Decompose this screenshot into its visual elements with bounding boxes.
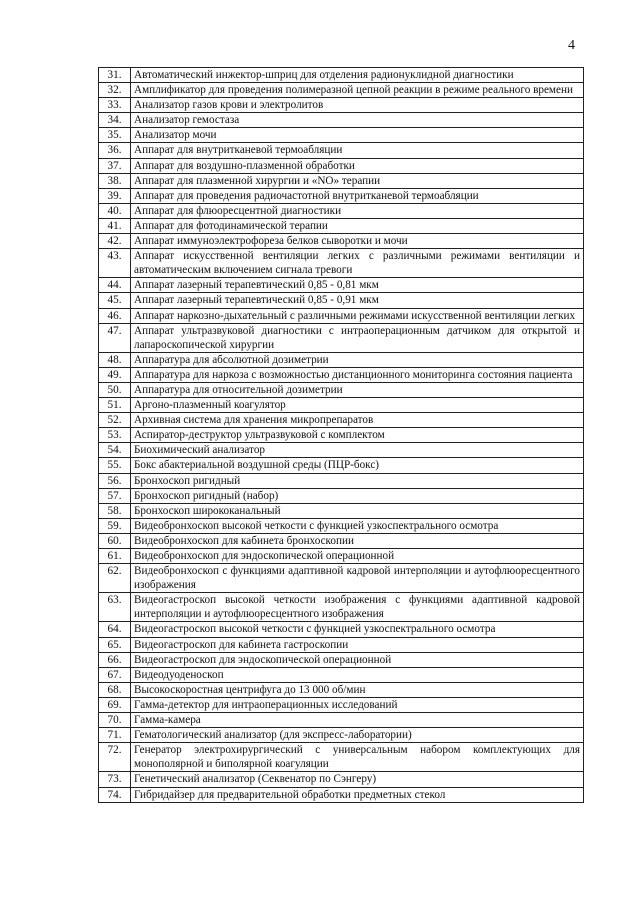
table-row bbox=[99, 249, 584, 278]
equipment-name: Анализатор гемостаза bbox=[131, 113, 584, 128]
row-number: 74. bbox=[99, 787, 131, 802]
row-number: 38. bbox=[99, 173, 131, 188]
table-row bbox=[99, 203, 584, 218]
row-number: 45. bbox=[99, 293, 131, 308]
table-row bbox=[99, 637, 584, 652]
row-number: 33. bbox=[99, 98, 131, 113]
table-row bbox=[99, 398, 584, 413]
row-number: 54. bbox=[99, 443, 131, 458]
row-number: 73. bbox=[99, 772, 131, 787]
table-row bbox=[99, 533, 584, 548]
equipment-name: Аргоно-плазменный коагулятор bbox=[131, 398, 584, 413]
table-row bbox=[99, 98, 584, 113]
equipment-name: Генетический анализатор (Секвенатор по Сэнгеру) bbox=[131, 772, 584, 787]
table-row bbox=[99, 593, 584, 622]
equipment-name: Аппаратура для относительной дозиметрии bbox=[131, 382, 584, 397]
equipment-name: Амплификатор для проведения полимеразной цепной реакции в режиме реального времени bbox=[131, 83, 584, 98]
equipment-name: Аппарат для внутритканевой термоабляции bbox=[131, 143, 584, 158]
table-row bbox=[99, 367, 584, 382]
row-number: 36. bbox=[99, 143, 131, 158]
row-number: 51. bbox=[99, 398, 131, 413]
equipment-name: Аппарат наркозно-дыхательный с различными режимами искусственной вентиляции легких bbox=[131, 308, 584, 323]
equipment-name: Гамма-камера bbox=[131, 713, 584, 728]
equipment-name: Аппарат для флюоресцентной диагностики bbox=[131, 203, 584, 218]
table-row bbox=[99, 652, 584, 667]
equipment-name: Аппарат для воздушно-плазменной обработки bbox=[131, 158, 584, 173]
table-row bbox=[99, 713, 584, 728]
table-row bbox=[99, 458, 584, 473]
table-row bbox=[99, 428, 584, 443]
row-number: 50. bbox=[99, 382, 131, 397]
table-row bbox=[99, 218, 584, 233]
row-number: 63. bbox=[99, 593, 131, 622]
table-row bbox=[99, 488, 584, 503]
equipment-name: Биохимический анализатор bbox=[131, 443, 584, 458]
row-number: 62. bbox=[99, 564, 131, 593]
table-row bbox=[99, 173, 584, 188]
equipment-name: Видеобронхоскоп для кабинета бронхоскопии bbox=[131, 533, 584, 548]
row-number: 65. bbox=[99, 637, 131, 652]
table-row bbox=[99, 667, 584, 682]
equipment-name: Аппарат лазерный терапевтический 0,85 - 0,91 мкм bbox=[131, 293, 584, 308]
row-number: 56. bbox=[99, 473, 131, 488]
equipment-name: Аспиратор-деструктор ультразвуковой с комплектом bbox=[131, 428, 584, 443]
table-row bbox=[99, 234, 584, 249]
equipment-name: Аппарат лазерный терапевтический 0,85 - 0,81 мкм bbox=[131, 278, 584, 293]
table-row bbox=[99, 443, 584, 458]
equipment-name: Видеодуоденоскоп bbox=[131, 667, 584, 682]
row-number: 43. bbox=[99, 249, 131, 278]
equipment-name: Аппарат для фотодинамической терапии bbox=[131, 218, 584, 233]
table-row bbox=[99, 772, 584, 787]
equipment-name: Видеогастроскоп для эндоскопической операционной bbox=[131, 652, 584, 667]
row-number: 34. bbox=[99, 113, 131, 128]
equipment-name: Видеогастроскоп высокой четкости с функцией узкоспектрального осмотра bbox=[131, 622, 584, 637]
table-row bbox=[99, 352, 584, 367]
table-row bbox=[99, 113, 584, 128]
equipment-name: Генератор электрохирургический с универсальным набором комплектующих для монополярной и биполярной коагуляции bbox=[131, 743, 584, 772]
table-row bbox=[99, 682, 584, 697]
table-row bbox=[99, 518, 584, 533]
equipment-name: Гамма-детектор для интраоперационных исследований bbox=[131, 697, 584, 712]
row-number: 64. bbox=[99, 622, 131, 637]
equipment-name: Высокоскоростная центрифуга до 13 000 об/мин bbox=[131, 682, 584, 697]
row-number: 60. bbox=[99, 533, 131, 548]
row-number: 41. bbox=[99, 218, 131, 233]
equipment-table-body bbox=[99, 68, 584, 803]
table-row bbox=[99, 83, 584, 98]
table-row bbox=[99, 743, 584, 772]
table-row bbox=[99, 728, 584, 743]
equipment-name: Аппарат иммуноэлектрофореза белков сыворотки и мочи bbox=[131, 234, 584, 249]
row-number: 52. bbox=[99, 413, 131, 428]
table-row bbox=[99, 143, 584, 158]
row-number: 48. bbox=[99, 352, 131, 367]
equipment-name: Аппаратура для абсолютной дозиметрии bbox=[131, 352, 584, 367]
table-row bbox=[99, 308, 584, 323]
equipment-name: Видеобронхоскоп высокой четкости с функцией узкоспектрального осмотра bbox=[131, 518, 584, 533]
equipment-name: Гематологический анализатор (для экспресс-лаборатории) bbox=[131, 728, 584, 743]
table-row bbox=[99, 549, 584, 564]
row-number: 53. bbox=[99, 428, 131, 443]
table-row bbox=[99, 564, 584, 593]
row-number: 55. bbox=[99, 458, 131, 473]
row-number: 61. bbox=[99, 549, 131, 564]
table-row bbox=[99, 158, 584, 173]
equipment-name: Аппарат для проведения радиочастотной внутритканевой термоабляции bbox=[131, 188, 584, 203]
table-row bbox=[99, 68, 584, 83]
page-number: 4 bbox=[568, 38, 575, 53]
row-number: 66. bbox=[99, 652, 131, 667]
table-row bbox=[99, 188, 584, 203]
equipment-name: Аппаратура для наркоза с возможностью дистанционного мониторинга состояния пациента bbox=[131, 367, 584, 382]
row-number: 49. bbox=[99, 367, 131, 382]
row-number: 70. bbox=[99, 713, 131, 728]
equipment-name: Бронхоскоп ригидный (набор) bbox=[131, 488, 584, 503]
row-number: 37. bbox=[99, 158, 131, 173]
table-row bbox=[99, 293, 584, 308]
row-number: 46. bbox=[99, 308, 131, 323]
row-number: 57. bbox=[99, 488, 131, 503]
row-number: 32. bbox=[99, 83, 131, 98]
equipment-name: Гибридайзер для предварительной обработки предметных стекол bbox=[131, 787, 584, 802]
row-number: 67. bbox=[99, 667, 131, 682]
table-row bbox=[99, 503, 584, 518]
row-number: 72. bbox=[99, 743, 131, 772]
row-number: 31. bbox=[99, 68, 131, 83]
equipment-name: Аппарат для плазменной хирургии и «NO» терапии bbox=[131, 173, 584, 188]
equipment-name: Архивная система для хранения микропрепаратов bbox=[131, 413, 584, 428]
equipment-name: Автоматический инжектор-шприц для отделения радионуклидной диагностики bbox=[131, 68, 584, 83]
table-row bbox=[99, 278, 584, 293]
row-number: 39. bbox=[99, 188, 131, 203]
equipment-name: Аппарат искусственной вентиляции легких с различными режимами вентиляции и автоматическим включением сигнала тревоги bbox=[131, 249, 584, 278]
table-row bbox=[99, 787, 584, 802]
row-number: 35. bbox=[99, 128, 131, 143]
equipment-name: Видеобронхоскоп с функциями адаптивной кадровой интерполяции и аутофлюоресцентного изображения bbox=[131, 564, 584, 593]
table-row bbox=[99, 382, 584, 397]
equipment-name: Видеогастроскоп для кабинета гастроскопии bbox=[131, 637, 584, 652]
table-row bbox=[99, 323, 584, 352]
row-number: 58. bbox=[99, 503, 131, 518]
table-row bbox=[99, 128, 584, 143]
equipment-name: Видеобронхоскоп для эндоскопической операционной bbox=[131, 549, 584, 564]
table-row bbox=[99, 697, 584, 712]
equipment-name: Анализатор мочи bbox=[131, 128, 584, 143]
table-row bbox=[99, 622, 584, 637]
equipment-name: Аппарат ультразвуковой диагностики с интраоперационным датчиком для открытой и лапароскопической хирургии bbox=[131, 323, 584, 352]
row-number: 69. bbox=[99, 697, 131, 712]
equipment-name: Бокс абактериальной воздушной среды (ПЦР-бокс) bbox=[131, 458, 584, 473]
equipment-name: Анализатор газов крови и электролитов bbox=[131, 98, 584, 113]
equipment-name: Бронхоскоп ширококанальный bbox=[131, 503, 584, 518]
row-number: 42. bbox=[99, 234, 131, 249]
row-number: 71. bbox=[99, 728, 131, 743]
equipment-table bbox=[98, 67, 584, 803]
table-row bbox=[99, 413, 584, 428]
row-number: 44. bbox=[99, 278, 131, 293]
row-number: 59. bbox=[99, 518, 131, 533]
row-number: 40. bbox=[99, 203, 131, 218]
equipment-name: Бронхоскоп ригидный bbox=[131, 473, 584, 488]
row-number: 68. bbox=[99, 682, 131, 697]
table-row bbox=[99, 473, 584, 488]
row-number: 47. bbox=[99, 323, 131, 352]
equipment-name: Видеогастроскоп высокой четкости изображения с функциями адаптивной кадровой интерполяции и аутофлюоресцентного изображения bbox=[131, 593, 584, 622]
